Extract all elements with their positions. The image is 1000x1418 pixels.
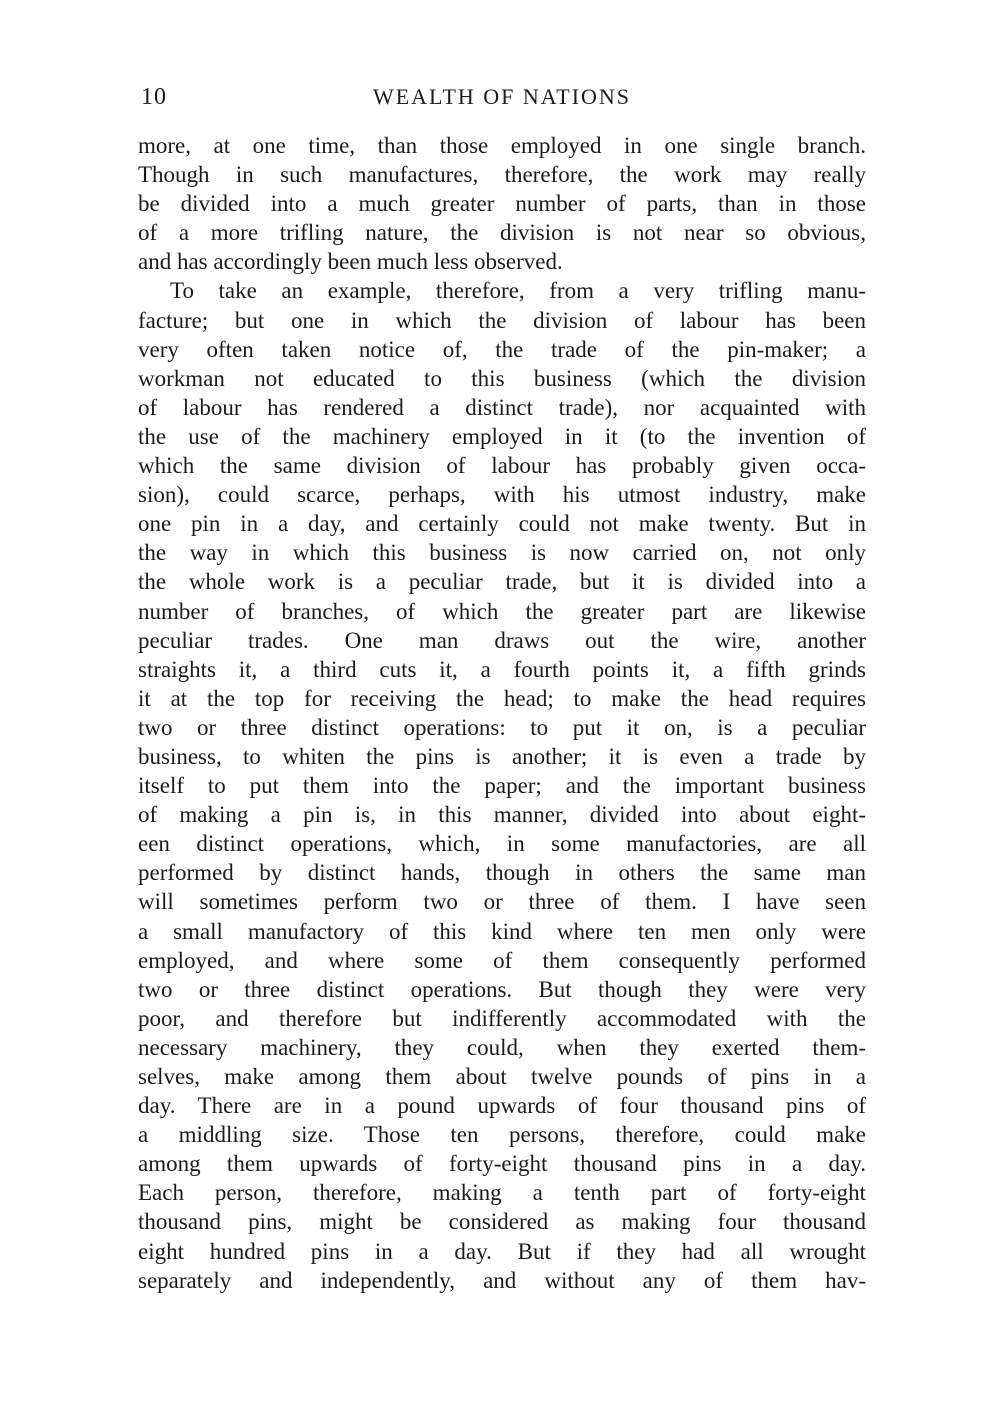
text-line: selves, make among them about twelve pounds of pins in a	[138, 1064, 866, 1089]
text-line: peculiar trades. One man draws out the wire, another	[138, 627, 866, 653]
text-line: two or three distinct operations. But though they were very	[138, 976, 866, 1002]
text-line: a middling size. Those ten persons, therefore, could make	[138, 1122, 866, 1148]
text-line: performed by distinct hands, though in others the same man	[138, 860, 866, 886]
text-line: itself to put them into the paper; and the important business	[138, 773, 866, 799]
paragraph	[138, 276, 866, 1294]
text-line: will sometimes perform two or three of them. I have seen	[138, 889, 866, 915]
text-line: the way in which this business is now carried on, not only	[138, 540, 866, 566]
text-line: facture; but one in which the division of labour has been	[138, 307, 866, 333]
text-line: it at the top for receiving the head; to make the head requires	[138, 685, 866, 711]
text-line: the use of the machinery employed in it (to the invention of	[138, 423, 866, 449]
page-number: 10	[141, 84, 167, 110]
text-line: business, to whiten the pins is another; it is even a trade by	[138, 743, 866, 769]
text-line: number of branches, of which the greater part are likewise	[138, 598, 866, 624]
text-line: of making a pin is, in this manner, divided into about eight-	[138, 802, 866, 828]
text-line: of labour has rendered a distinct trade), nor acquainted with	[138, 394, 866, 420]
text-line: day. There are in a pound upwards of four thousand pins of	[138, 1093, 866, 1119]
text-line: workman not educated to this business (which the division	[138, 365, 866, 391]
text-line: sion), could scarce, perhaps, with his utmost industry, make	[138, 482, 866, 508]
running-title: WEALTH OF NATIONS	[372, 84, 632, 109]
text-line: thousand pins, might be considered as making four thousand	[138, 1209, 866, 1235]
text-line: a small manufactory of this kind where ten men only were	[138, 918, 866, 944]
text-line: and has accordingly been much less observed.	[138, 249, 563, 275]
text-line: of a more trifling nature, the division is not near so obvious,	[138, 220, 866, 246]
paragraph	[138, 131, 866, 276]
text-line: more, at one time, than those employed in one single branch.	[138, 133, 866, 158]
text-line: necessary machinery, they could, when they exerted them-	[138, 1034, 866, 1060]
text-line: separately and independently, and without any of them hav-	[138, 1267, 866, 1293]
text-line: employed, and where some of them consequently performed	[138, 947, 866, 973]
text-line: poor, and therefore but indifferently accommodated with the	[138, 1005, 866, 1031]
text-line: one pin in a day, and certainly could not make twenty. But in	[138, 511, 866, 537]
text-line: be divided into a much greater number of parts, than in those	[138, 191, 866, 217]
text-line: een distinct operations, which, in some manufactories, are all	[138, 831, 866, 857]
page-header	[138, 84, 866, 114]
text-line: Each person, therefore, making a tenth part of forty-eight	[138, 1180, 866, 1206]
text-line: the whole work is a peculiar trade, but it is divided into a	[138, 569, 866, 595]
text-line: straights it, a third cuts it, a fourth points it, a fifth grinds	[138, 656, 866, 682]
text-line: very often taken notice of, the trade of the pin-maker; a	[138, 336, 866, 362]
text-line: two or three distinct operations: to put it on, is a peculiar	[138, 714, 866, 740]
text-line: eight hundred pins in a day. But if they had all wrought	[138, 1238, 866, 1264]
body-text	[138, 131, 866, 1295]
text-line: Though in such manufactures, therefore, the work may really	[138, 162, 866, 188]
paragraph-container	[138, 131, 866, 1295]
text-line: To take an example, therefore, from a very trifling manu-	[170, 278, 866, 304]
text-line: which the same division of labour has probably given occa-	[138, 453, 866, 479]
text-line: among them upwards of forty-eight thousand pins in a day.	[138, 1151, 866, 1177]
